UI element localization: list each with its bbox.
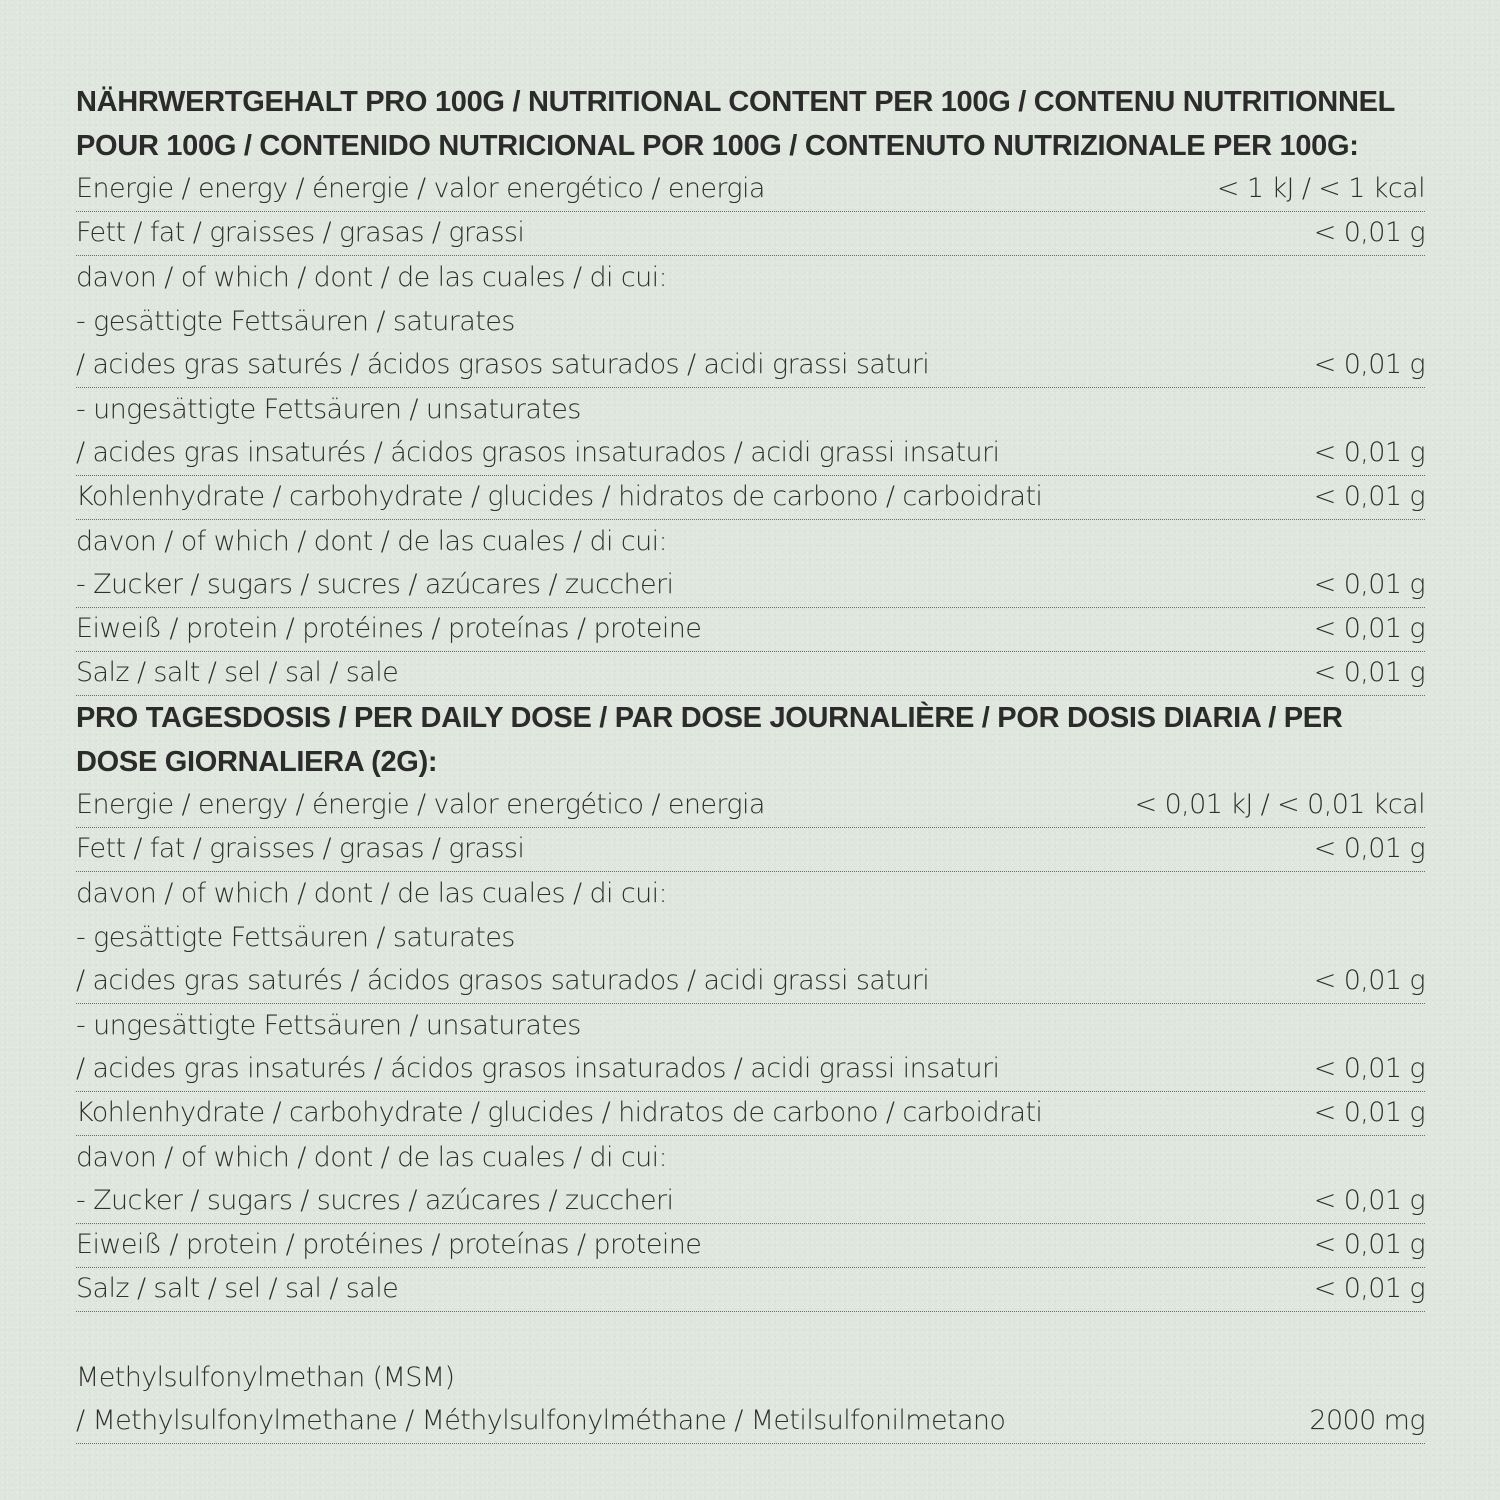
nutrient-label: - Zucker / sugars / sucres / azúcares / zuccheri — [76, 1185, 674, 1216]
msm-label: Methylsulfonylmethan (MSM) — [76, 1362, 455, 1393]
nutrient-value: < 0,01 g — [1313, 1185, 1425, 1216]
nutrient-value: < 0,01 g — [1313, 349, 1425, 380]
nutrient-value: < 0,01 g — [1313, 965, 1425, 996]
nutrient-row — [76, 784, 1425, 828]
nutrient-label: Eiweiß / protein / protéines / proteínas / proteine — [76, 1229, 702, 1260]
section-heading-per-daily-dose: PRO TAGESDOSIS / PER DAILY DOSE / PAR DOSE JOURNALIÈRE / POR DOSIS DIARIA / PER DOSE GIORNALIERA (2G): — [76, 702, 1343, 778]
nutrient-row — [76, 960, 1425, 1004]
nutrient-label: - gesättigte Fettsäuren / saturates — [76, 922, 515, 953]
nutrient-label: - ungesättigte Fettsäuren / unsaturates — [76, 1010, 581, 1041]
spacer — [76, 1312, 1425, 1356]
nutrient-label: Salz / salt / sel / sal / sale — [76, 1273, 399, 1304]
nutrient-row — [76, 1092, 1425, 1136]
nutrient-label: davon / of which / dont / de las cuales / di cui: — [76, 262, 668, 293]
nutrient-label: / acides gras insaturés / ácidos grasos insaturados / acidi grassi insaturi — [76, 437, 1000, 468]
nutrient-subheading-row — [76, 256, 1425, 300]
section-heading-per-100g: NÄHRWERTGEHALT PRO 100G / NUTRITIONAL CONTENT PER 100G / CONTENU NUTRITIONNEL POUR 100G / CONTENIDO NUTRICIONAL POR 100G / CONTENUTO NUTRIZIONALE PER 100G: — [76, 86, 1395, 162]
nutrient-row — [76, 212, 1425, 256]
nutrient-row — [76, 476, 1425, 520]
nutrient-value: < 1 kJ / < 1 kcal — [1216, 173, 1425, 204]
nutrient-label: - ungesättigte Fettsäuren / unsaturates — [76, 394, 581, 425]
nutrient-row — [76, 1048, 1425, 1092]
nutrient-subheading-row — [76, 1004, 1425, 1048]
nutrient-label: Eiweiß / protein / protéines / proteínas / proteine — [76, 613, 702, 644]
nutrient-label: / acides gras insaturés / ácidos grasos insaturados / acidi grassi insaturi — [76, 1053, 1000, 1084]
msm-name-row — [76, 1356, 1425, 1400]
nutrient-row — [76, 1224, 1425, 1268]
nutrient-value: < 0,01 g — [1313, 1097, 1425, 1128]
nutrient-value: < 0,01 g — [1313, 1273, 1425, 1304]
nutrient-row — [76, 1268, 1425, 1312]
nutrient-subheading-row — [76, 1136, 1425, 1180]
nutrient-label: - gesättigte Fettsäuren / saturates — [76, 306, 515, 337]
nutrient-label: Energie / energy / énergie / valor energético / energia — [76, 789, 765, 820]
msm-value: 2000 mg — [1309, 1405, 1425, 1436]
nutrient-value: < 0,01 g — [1313, 1229, 1425, 1260]
nutrient-label: / acides gras saturés / ácidos grasos saturados / acidi grassi saturi — [76, 965, 930, 996]
nutrient-subheading-row — [76, 916, 1425, 960]
nutrient-subheading-row — [76, 388, 1425, 432]
msm-value-row — [76, 1400, 1425, 1444]
msm-translations: / Methylsulfonylmethane / Méthylsulfonylméthane / Metilsulfonilmetano — [76, 1405, 1006, 1436]
nutrient-value: < 0,01 g — [1313, 569, 1425, 600]
nutrient-value: < 0,01 kJ / < 0,01 kcal — [1134, 789, 1425, 820]
nutrient-label: Salz / salt / sel / sal / sale — [76, 657, 399, 688]
nutrient-label: - Zucker / sugars / sucres / azúcares / zuccheri — [76, 569, 674, 600]
nutrient-label: Kohlenhydrate / carbohydrate / glucides / hidratos de carbono / carboidrati — [76, 481, 1043, 512]
nutrient-value: < 0,01 g — [1313, 481, 1425, 512]
nutrient-row — [76, 828, 1425, 872]
nutrient-value: < 0,01 g — [1313, 833, 1425, 864]
nutrient-subheading-row — [76, 520, 1425, 564]
nutrition-facts-panel — [76, 80, 1425, 1444]
nutrient-value: < 0,01 g — [1313, 657, 1425, 688]
nutrient-label: / acides gras saturés / ácidos grasos saturados / acidi grassi saturi — [76, 349, 930, 380]
nutrient-row — [76, 432, 1425, 476]
nutrient-label: Kohlenhydrate / carbohydrate / glucides / hidratos de carbono / carboidrati — [76, 1097, 1043, 1128]
nutrient-row — [76, 652, 1425, 696]
nutrient-value: < 0,01 g — [1313, 217, 1425, 248]
nutrient-value: < 0,01 g — [1313, 1053, 1425, 1084]
nutrient-subheading-row — [76, 300, 1425, 344]
nutrient-label: davon / of which / dont / de las cuales / di cui: — [76, 1142, 668, 1173]
nutrient-label: Fett / fat / graisses / grasas / grassi — [76, 833, 525, 864]
nutrient-subheading-row — [76, 872, 1425, 916]
nutrient-row — [76, 564, 1425, 608]
nutrient-row — [76, 1180, 1425, 1224]
nutrient-value: < 0,01 g — [1313, 437, 1425, 468]
nutrient-label: Energie / energy / énergie / valor energético / energia — [76, 173, 765, 204]
nutrient-label: davon / of which / dont / de las cuales / di cui: — [76, 526, 668, 557]
nutrient-row — [76, 168, 1425, 212]
nutrient-label: Fett / fat / graisses / grasas / grassi — [76, 217, 525, 248]
nutrient-value: < 0,01 g — [1313, 613, 1425, 644]
nutrient-label: davon / of which / dont / de las cuales / di cui: — [76, 878, 668, 909]
nutrient-row — [76, 608, 1425, 652]
nutrient-row — [76, 344, 1425, 388]
